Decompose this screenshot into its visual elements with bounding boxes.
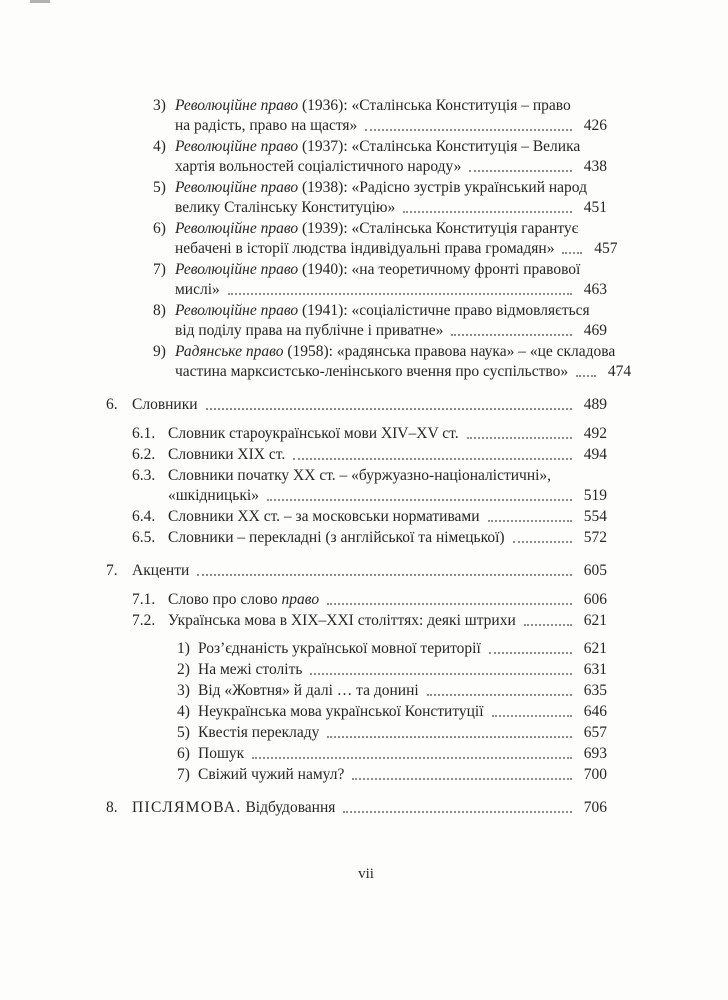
- dotted-leader: [562, 252, 582, 254]
- toc-entry-7-4: [106, 260, 607, 300]
- dotted-leader: [327, 736, 572, 738]
- toc-entry-8-23: [106, 798, 607, 818]
- toc-entry-63-10: [106, 466, 607, 506]
- entry-number: 7.: [106, 562, 118, 579]
- italic-text: Революційне право: [175, 179, 299, 196]
- entry-line: Революційне право (1936): «Сталінська Конституція – право: [175, 97, 571, 114]
- entry-line: [198, 765, 607, 785]
- entry-line-text: Словники XX ст. – за московськи нормативами: [168, 508, 480, 525]
- toc-entry-71-14: [106, 590, 607, 610]
- dotted-leader: [352, 778, 572, 780]
- entry-line: [168, 590, 607, 610]
- toc-entry-4-1: [106, 137, 607, 177]
- entry-number: 2): [177, 661, 190, 678]
- italic-text: право: [281, 591, 320, 608]
- entry-title: [168, 507, 607, 527]
- toc-entry-64-11: [106, 507, 607, 527]
- entry-title: [198, 702, 607, 722]
- entry-line: [175, 198, 607, 218]
- entry-number: 8.: [106, 799, 118, 816]
- entry-title: [175, 342, 632, 382]
- italic-text: Революційне право: [175, 220, 299, 237]
- dotted-leader: [197, 574, 572, 576]
- entry-title: [168, 466, 607, 506]
- dotted-leader: [252, 757, 572, 759]
- entry-number: 7): [153, 261, 166, 278]
- italic-text: Революційне право: [175, 261, 299, 278]
- entry-number: 5): [177, 724, 190, 741]
- entry-line-text: Свіжий чужий намул?: [198, 766, 345, 783]
- entry-title: [168, 445, 607, 465]
- entry-page-number: 572: [583, 529, 607, 546]
- entry-number: 9): [153, 343, 166, 360]
- dotted-leader: [365, 129, 572, 131]
- entry-line-text: Неукраїнська мова української Конституції: [198, 703, 484, 720]
- entry-title: [175, 137, 607, 177]
- entry-page-number: 451: [583, 199, 607, 216]
- entry-page-number: 494: [583, 446, 607, 463]
- entry-title: [198, 681, 607, 701]
- entry-line-text: частина марксистсько-ленінського вчення про суспільство»: [175, 363, 569, 380]
- entry-number: 1): [177, 640, 190, 657]
- entry-number: 6): [177, 745, 190, 762]
- entry-page-number: 519: [583, 487, 607, 504]
- entry-line: Революційне право (1941): «соціалістичне право відмовляється: [175, 302, 590, 319]
- entry-line: [198, 660, 607, 680]
- entry-title: [132, 561, 607, 581]
- entry-number: 7.2.: [132, 612, 156, 629]
- entry-line: Словники початку XX ст. – «буржуазно-націоналістичні»,: [168, 467, 552, 484]
- entry-page-number: 635: [583, 682, 607, 699]
- entry-line: [168, 486, 607, 506]
- entry-line-text: «шкідницькі»: [168, 487, 259, 504]
- dotted-leader: [427, 694, 572, 696]
- entry-line-text: Словники – перекладні (з англійської та німецької): [168, 529, 505, 546]
- entry-line-text: На межі століть: [198, 661, 303, 678]
- entry-title: [175, 301, 607, 341]
- italic-text: Радянське право: [175, 343, 284, 360]
- toc-entry-4-19: [106, 702, 607, 722]
- entry-number: 6.2.: [132, 446, 156, 463]
- toc-entry-3-0: [106, 96, 607, 136]
- entry-number: 7): [177, 766, 190, 783]
- entry-line: [175, 116, 607, 136]
- entry-line-text: Слово про слово право: [168, 591, 320, 608]
- entry-page-number: 463: [583, 281, 607, 298]
- entry-number: 3): [177, 682, 190, 699]
- entry-number: 4): [177, 703, 190, 720]
- dotted-leader: [492, 715, 572, 717]
- entry-page-number: 693: [583, 745, 607, 762]
- toc-entry-6-21: [106, 744, 607, 764]
- entry-line-text: Квестія перекладу: [198, 724, 320, 741]
- dotted-leader: [467, 437, 572, 439]
- entry-title: [198, 660, 607, 680]
- scan-artifact-mark: [30, 0, 50, 3]
- entry-page-number: 426: [583, 117, 607, 134]
- toc-entry-72-15: [106, 611, 607, 631]
- entry-line: [175, 157, 607, 177]
- dotted-leader: [403, 211, 572, 213]
- dotted-leader: [451, 334, 572, 336]
- caps-text: ПІСЛЯМОВА.: [132, 799, 242, 816]
- entry-line: Радянське право (1958): «радянська правова наука» – «це складова: [175, 343, 616, 360]
- entry-page-number: 621: [583, 640, 607, 657]
- entry-number: 3): [153, 97, 166, 114]
- page-number-footer: vii: [358, 866, 374, 882]
- entry-line-text: Словники XIX ст.: [168, 446, 286, 463]
- entry-line-text: від поділу права на публічне і приватне»: [175, 322, 444, 339]
- entry-page-number: 492: [583, 425, 607, 442]
- entry-line: [175, 239, 618, 259]
- dotted-leader: [228, 293, 572, 295]
- entry-number: 4): [153, 138, 166, 155]
- dotted-leader: [343, 811, 572, 813]
- entry-line: [168, 528, 607, 548]
- italic-text: Революційне право: [175, 302, 299, 319]
- entry-line: [132, 561, 607, 581]
- entry-title: [175, 260, 607, 300]
- entry-line: [198, 639, 607, 659]
- entry-title: [175, 96, 607, 136]
- entry-line-text: хартія вольностей соціалістичного народу»: [175, 158, 462, 175]
- entry-title: [198, 765, 607, 785]
- entry-line: [175, 362, 632, 382]
- toc-entry-5-2: [106, 178, 607, 218]
- entry-line: Революційне право (1939): «Сталінська Конституція гарантує: [175, 220, 579, 237]
- toc-entry-62-9: [106, 445, 607, 465]
- entry-line: [198, 744, 607, 764]
- entry-line: Революційне право (1940): «на теоретичному фронті правової: [175, 261, 581, 278]
- toc-entry-7-22: [106, 765, 607, 785]
- dotted-leader: [310, 673, 572, 675]
- entry-line-text: Українська мова в XIX–XXI століттях: деякі штрихи: [168, 612, 516, 629]
- entry-number: 6.5.: [132, 529, 156, 546]
- entry-page-number: 554: [583, 508, 607, 525]
- entry-page-number: 457: [594, 240, 618, 257]
- entry-line: [132, 395, 607, 415]
- entry-title: [198, 723, 607, 743]
- entry-line: [132, 798, 607, 818]
- entry-line: Революційне право (1938): «Радісно зустрів український народ: [175, 179, 587, 196]
- entry-number: 6.1.: [132, 425, 156, 442]
- entry-page-number: 469: [583, 322, 607, 339]
- dotted-leader: [488, 520, 572, 522]
- entry-number: 6.3.: [132, 467, 156, 484]
- dotted-leader: [524, 624, 572, 626]
- entry-page-number: 621: [583, 612, 607, 629]
- toc-entry-2-17: [106, 660, 607, 680]
- entry-line-text: на радість, право на щастя»: [175, 117, 358, 134]
- dotted-leader: [469, 170, 572, 172]
- entry-title: [175, 219, 618, 259]
- toc-entry-7-13: [106, 561, 607, 581]
- entry-line: Революційне право (1937): «Сталінська Конституція – Велика: [175, 138, 581, 155]
- entry-page-number: 700: [583, 766, 607, 783]
- dotted-leader: [206, 408, 572, 410]
- dotted-leader: [513, 541, 572, 543]
- entry-line-text: Акценти: [132, 562, 190, 579]
- toc-entry-9-6: [106, 342, 632, 382]
- entry-number: 6): [153, 220, 166, 237]
- entry-page-number: 438: [583, 158, 607, 175]
- toc-entry-65-12: [106, 528, 607, 548]
- toc-entry-6-3: [106, 219, 618, 259]
- entry-title: [168, 590, 607, 610]
- entry-title: [198, 744, 607, 764]
- dotted-leader: [576, 375, 596, 377]
- entry-number: 6.: [106, 396, 118, 413]
- entry-title: [168, 424, 607, 444]
- entry-line: [198, 702, 607, 722]
- entry-page-number: 706: [583, 799, 607, 816]
- entry-line-text: Словники: [132, 396, 198, 413]
- entry-line: [168, 507, 607, 527]
- entry-line: [168, 611, 607, 631]
- entry-line: [198, 723, 607, 743]
- toc-entry-1-16: [106, 639, 607, 659]
- entry-line: [198, 681, 607, 701]
- entry-line-text: небачені в історії людства індивідуальні права громадян»: [175, 240, 555, 257]
- toc-entry-61-8: [106, 424, 607, 444]
- dotted-leader: [327, 603, 572, 605]
- entry-page-number: 474: [607, 363, 632, 380]
- table-of-contents: [106, 96, 632, 819]
- entry-page-number: 631: [583, 661, 607, 678]
- entry-title: [175, 178, 607, 218]
- entry-line-text: Пошук: [198, 745, 245, 762]
- entry-title: [198, 639, 607, 659]
- entry-page-number: 489: [583, 396, 607, 413]
- toc-entry-3-18: [106, 681, 607, 701]
- entry-number: 5): [153, 179, 166, 196]
- entry-number: 8): [153, 302, 166, 319]
- entry-page-number: 606: [583, 591, 607, 608]
- entry-line: [168, 424, 607, 444]
- toc-entry-8-5: [106, 301, 607, 341]
- entry-line-text: велику Сталінську Конституцію»: [175, 199, 396, 216]
- entry-title: [168, 611, 607, 631]
- dotted-leader: [267, 499, 572, 501]
- entry-title: [132, 798, 607, 818]
- dotted-leader: [293, 458, 572, 460]
- toc-entry-6-7: [106, 395, 607, 415]
- entry-line-text: Роз’єднаність української мовної території: [198, 640, 481, 657]
- italic-text: Революційне право: [175, 97, 299, 114]
- entry-number: 6.4.: [132, 508, 156, 525]
- toc-entry-5-20: [106, 723, 607, 743]
- entry-line-text: Словник староукраїнської мови XIV–XV ст.: [168, 425, 459, 442]
- entry-line: [175, 280, 607, 300]
- entry-title: [132, 395, 607, 415]
- entry-page-number: 605: [583, 562, 607, 579]
- entry-line-text: мислі»: [175, 281, 220, 298]
- entry-page-number: 646: [583, 703, 607, 720]
- entry-page-number: 657: [583, 724, 607, 741]
- entry-line-text: Від «Жовтня» й далі … та донині: [198, 682, 419, 699]
- entry-number: 7.1.: [132, 591, 156, 608]
- entry-line: [175, 321, 607, 341]
- dotted-leader: [489, 652, 572, 654]
- italic-text: Революційне право: [175, 138, 299, 155]
- entry-line-text: ПІСЛЯМОВА. Відбудовання: [132, 799, 336, 816]
- entry-line: [168, 445, 607, 465]
- entry-title: [168, 528, 607, 548]
